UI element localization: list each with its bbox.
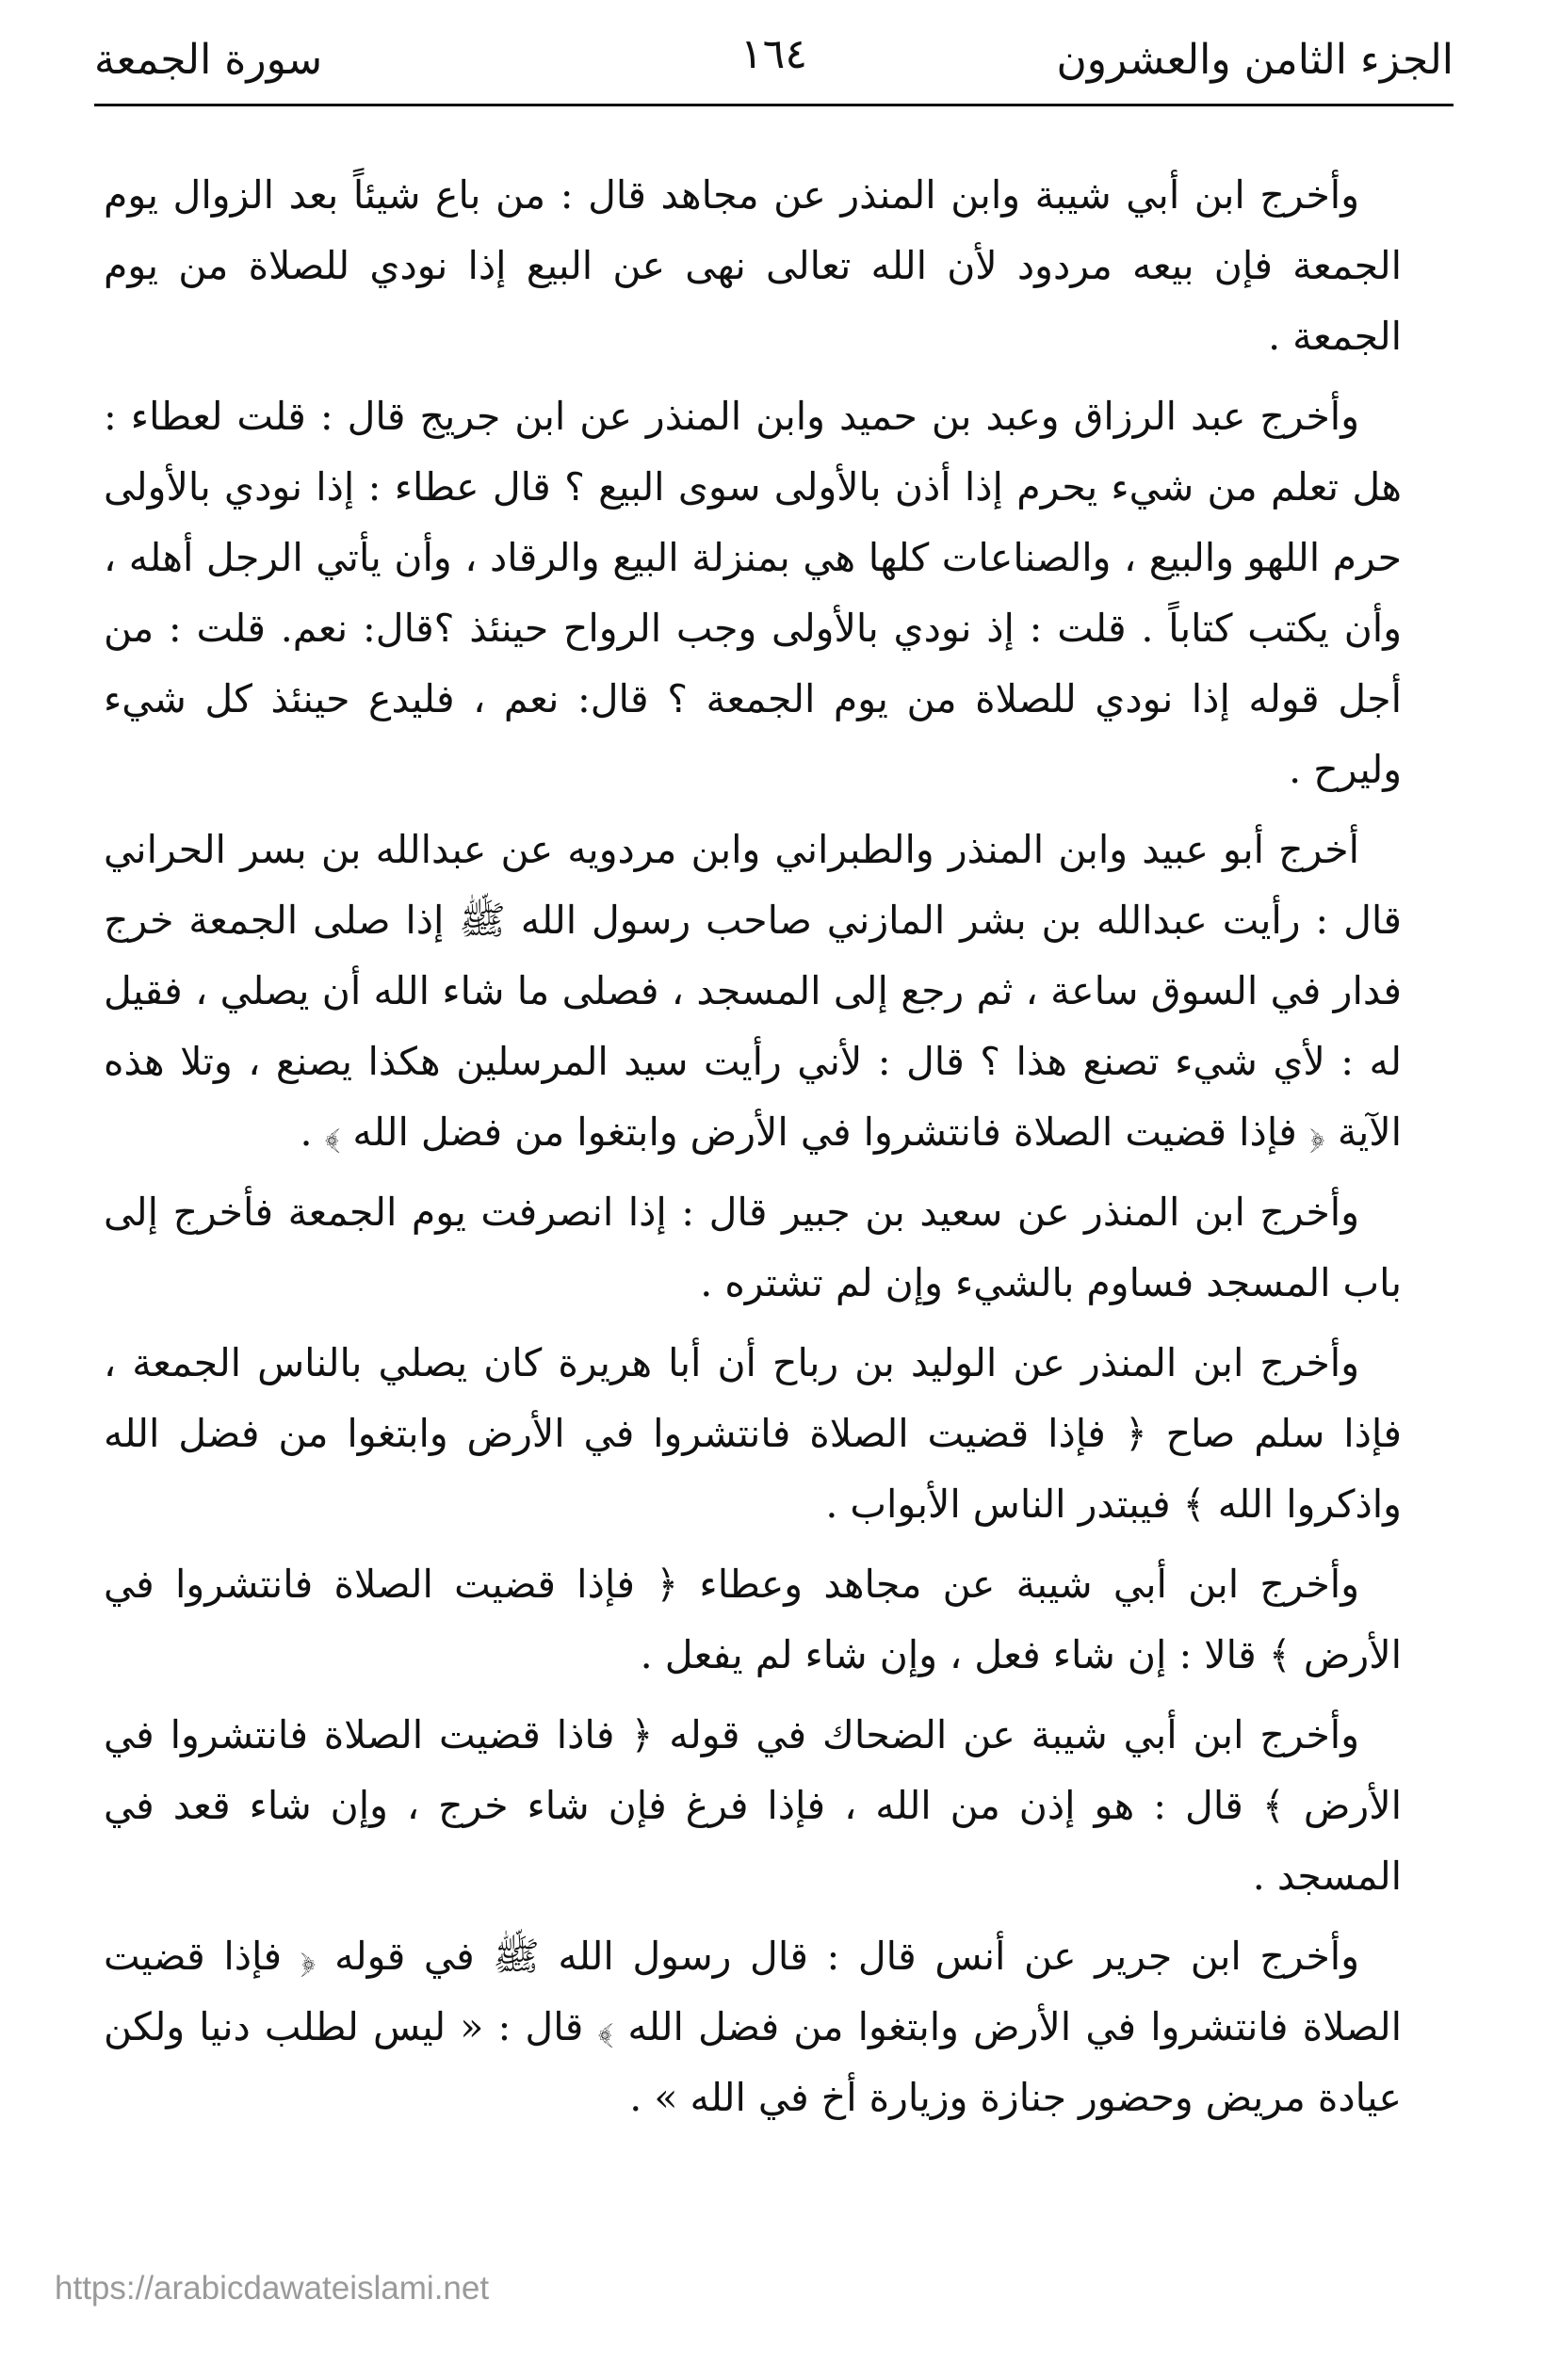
- paragraph: وأخرج ابن المنذر عن سعيد بن جبير قال : إذا انصرفت يوم الجمعة فأخرج إلى باب المسجد فساوم بالشيء وإن لم تشتره .: [104, 1190, 1402, 1305]
- watermark-url: https://arabicdawateislami.net: [55, 2270, 490, 2307]
- paragraph: وأخرج ابن المنذر عن الوليد بن رباح أن أبا هريرة كان يصلي بالناس الجمعة ، فإذا سلم صاح ﴿ فإذا قضيت الصلاة فانتشروا في الأرض وابتغوا من فضل الله واذكروا الله ﴾ فيبتدر الناس الأبواب .: [104, 1340, 1402, 1527]
- page-number: ١٦٤: [740, 30, 807, 78]
- page-body: [104, 160, 1402, 2176]
- juz-title: الجزء الثامن والعشرون: [1056, 35, 1454, 84]
- paragraph: وأخرج عبد الرزاق وعبد بن حميد وابن المنذر عن ابن جريج قال : قلت لعطاء : هل تعلم من شيء يحرم إذا أذن بالأولى سوى البيع ؟ قال عطاء : إذا نودي بالأولى حرم اللهو والبيع ، والصناعات كلها هي بمنزلة البيع والرقاد ، وأن يأتي الرجل أهله ، وأن يكتب كتاباً . قلت : إذ نودي بالأولى وجب الرواح حينئذ ؟قال: نعم. قلت : من أجل قوله إذا نودي للصلاة من يوم الجمعة ؟ قال: نعم ، فليدع حينئذ كل شيء وليرح .: [104, 394, 1402, 792]
- surah-title: سورة الجمعة: [94, 35, 323, 84]
- paragraph: وأخرج ابن جرير عن أنس قال : قال رسول الله ﷺ في قوله ﴿ فإذا قضيت الصلاة فانتشروا في الأرض وابتغوا من فضل الله ﴾ قال : « ليس لطلب دنيا ولكن عيادة مريض وحضور جنازة وزيارة أخ في الله » .: [104, 1934, 1402, 2120]
- paragraph: وأخرج ابن أبي شيبة عن الضحاك في قوله ﴿ فاذا قضيت الصلاة فانتشروا في الأرض ﴾ قال : هو إذن من الله ، فإذا فرغ فإن شاء خرج ، وإن شاء قعد في المسجد .: [104, 1712, 1402, 1899]
- paragraph: وأخرج ابن أبي شيبة وابن المنذر عن مجاهد قال : من باع شيئاً بعد الزوال يوم الجمعة فإن بيعه مردود لأن الله تعالى نهى عن البيع إذا نودي للصلاة من يوم الجمعة .: [104, 172, 1402, 359]
- header-rule: [94, 104, 1454, 106]
- paragraph: أخرج أبو عبيد وابن المنذر والطبراني وابن مردويه عن عبدالله بن بسر الحراني قال : رأيت عبدالله بن بشر المازني صاحب رسول الله ﷺ إذا صلى الجمعة خرج فدار في السوق ساعة ، ثم رجع إلى المسجد ، فصلى ما شاء الله أن يصلي ، فقيل له : لأي شيء تصنع هذا ؟ قال : لأني رأيت سيد المرسلين هكذا يصنع ، وتلا هذه الآية ﴿ فإذا قضيت الصلاة فانتشروا في الأرض وابتغوا من فضل الله ﴾ .: [104, 827, 1402, 1155]
- page-header: [94, 26, 1454, 92]
- paragraph: وأخرج ابن أبي شيبة عن مجاهد وعطاء ﴿ فإذا قضيت الصلاة فانتشروا في الأرض ﴾ قالا : إن شاء فعل ، وإن شاء لم يفعل .: [104, 1562, 1402, 1677]
